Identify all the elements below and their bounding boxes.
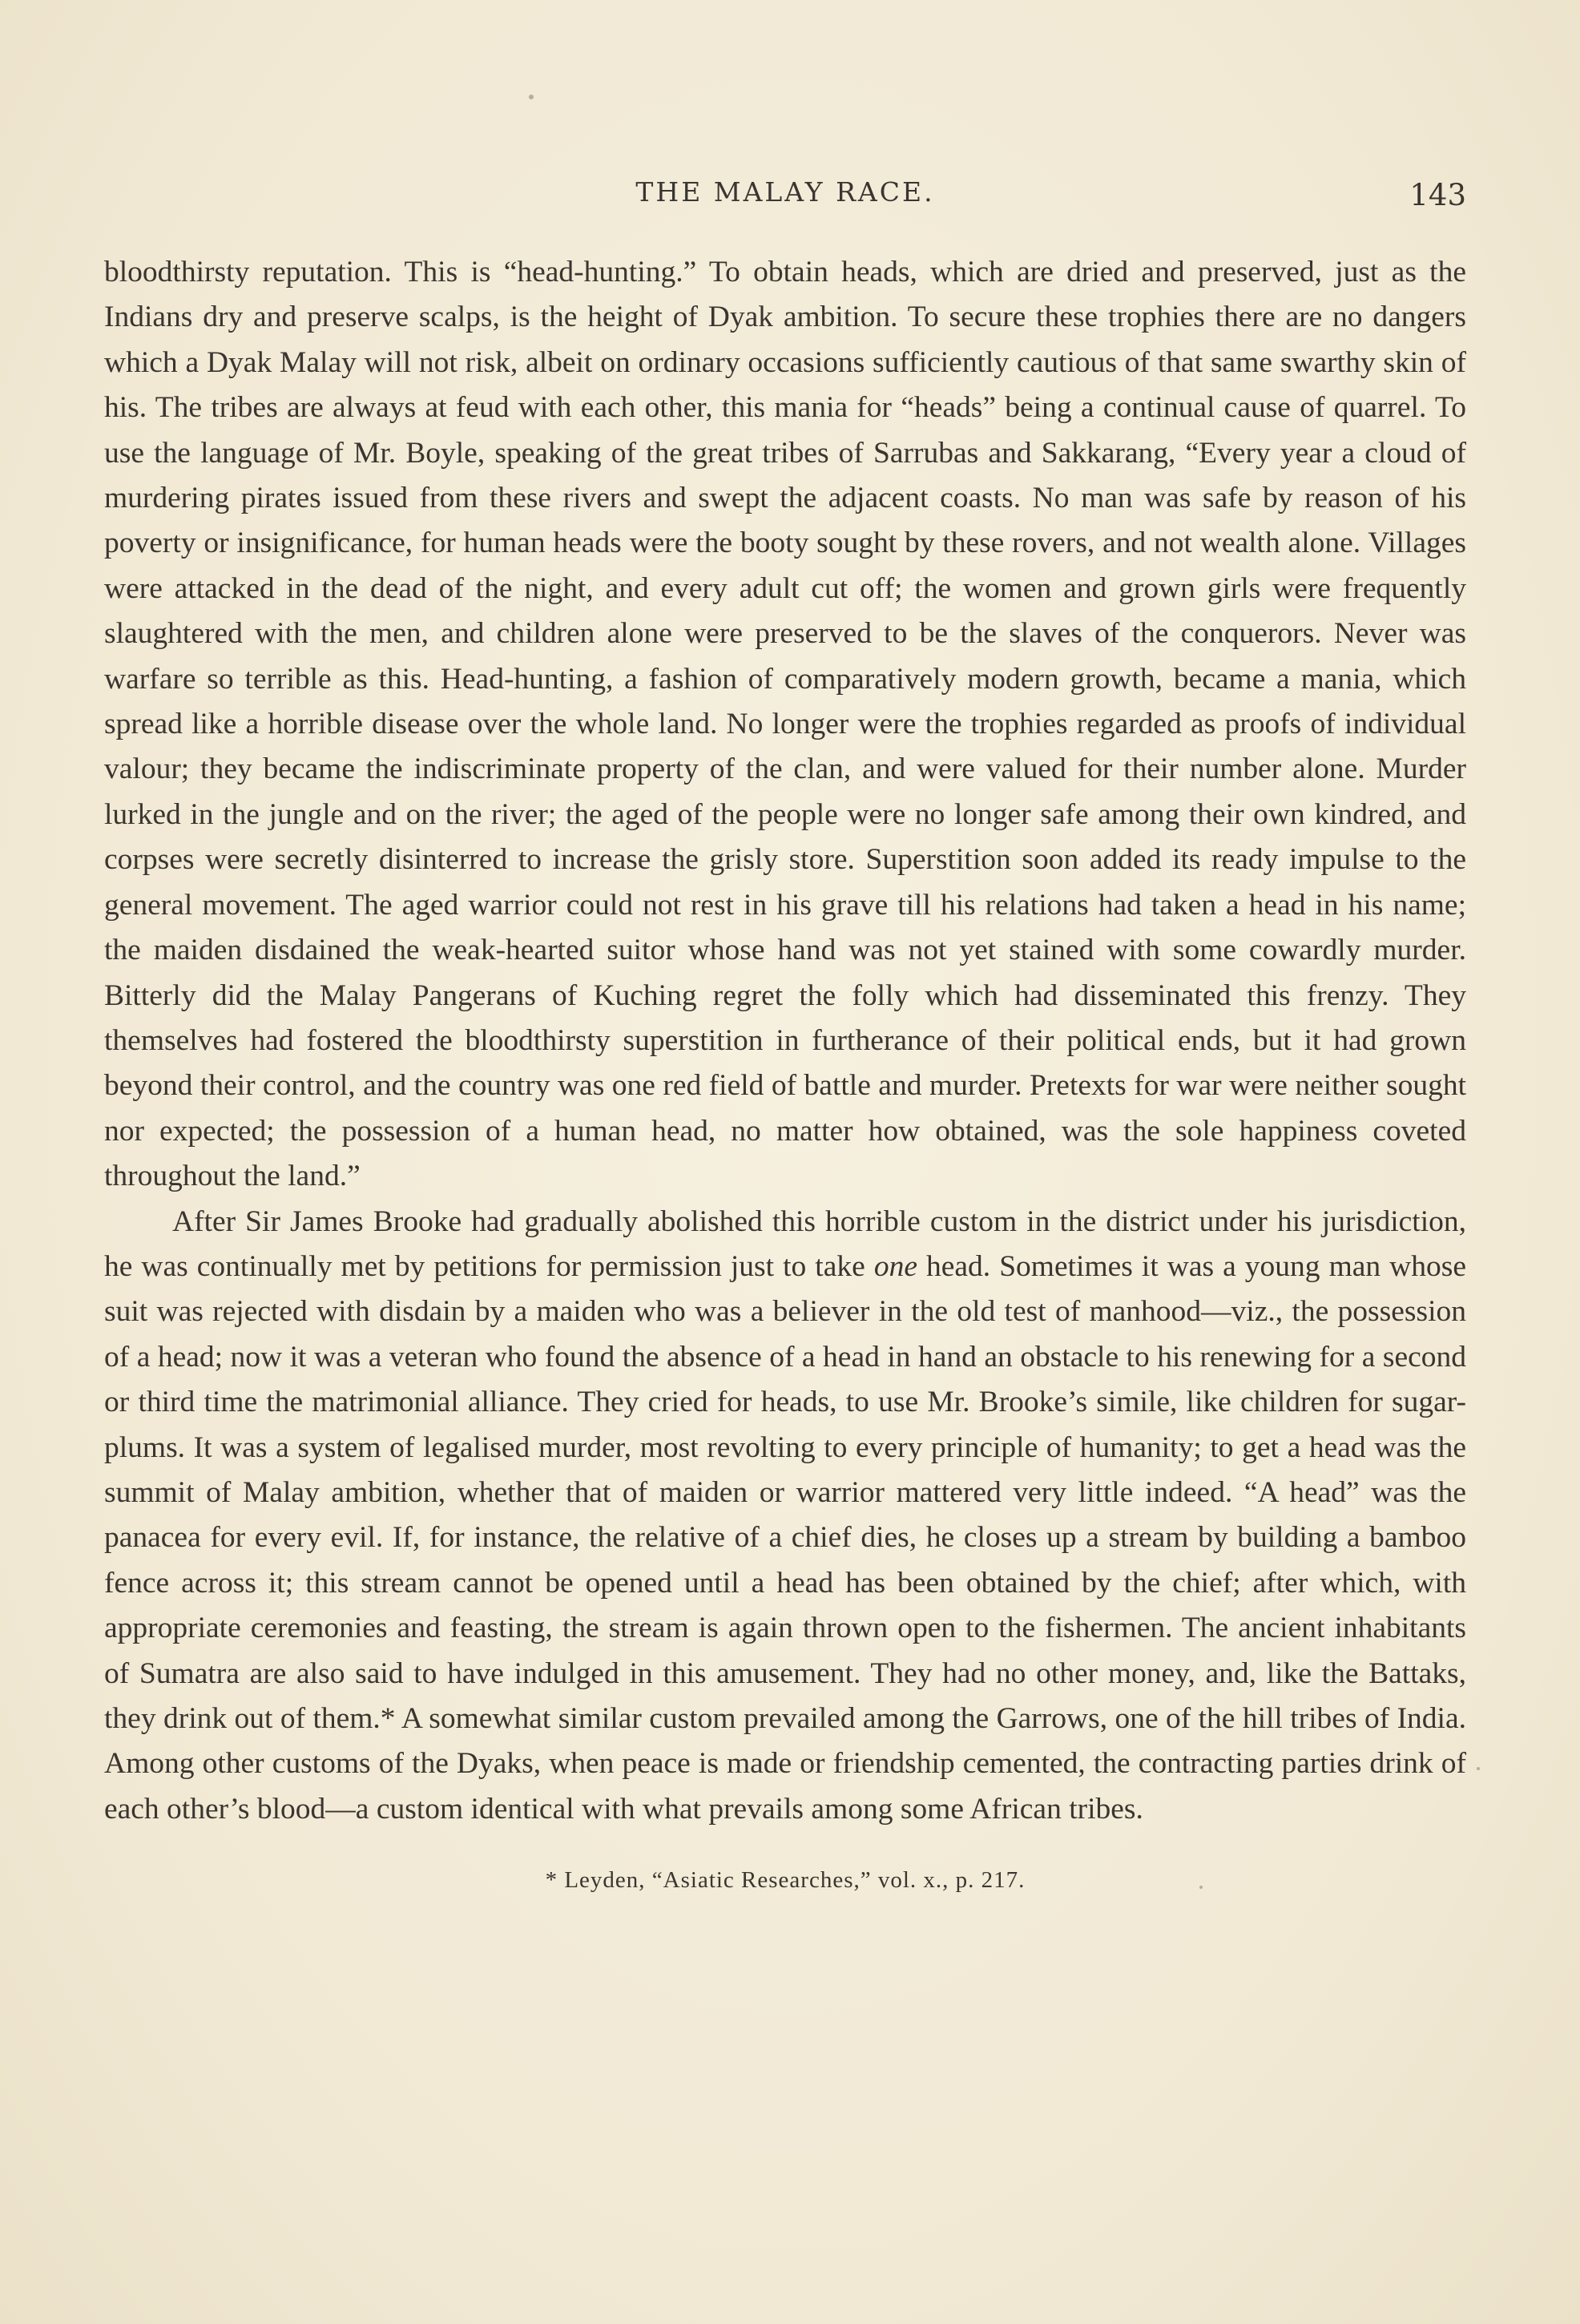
paragraph: bloodthirsty reputation. This is “head-hunting.” To obtain heads, which are dried and preserved, just as the Indians dry and preserve scalps, is the height of Dyak ambition. To secure these trophies there are no dangers which a Dyak Malay will not risk, albeit on ordinary occasions sufficiently cautious of that same swarthy skin of his. The tribes are always at feud with each other, this mania for “heads” being a continual cause of quarrel. To use the language of Mr. Boyle, speaking of the great tribes of Sarrubas and Sakkarang, “Every year a cloud of murdering pirates issued from these rivers and swept the adjacent coasts. No man was safe by reason of his poverty or insignificance, for human heads were the booty sought by these rovers, and not wealth alone. Villages were attacked in the dead of the night, and every adult cut off; the women and grown girls were frequently slaughtered with the men, and children alone were preserved to be the slaves of the conquerors. Never was warfare so terrible as this. Head-hunting, a fashion of comparatively modern growth, became a mania, which spread like a horrible disease over the whole land. No longer were the trophies regarded as proofs of individual valour; they became the indiscriminate property of the clan, and were valued for their number alone. Murder lurked in the jungle and on the river; the aged of the people were no longer safe among their own kindred, and corpses were secretly disinterred to increase the grisly store. Superstition soon added its ready impulse to the general movement. The aged warrior could not rest in his grave till his relations had taken a head in his name; the maiden disdained the weak-hearted suitor whose hand was not yet stained with some cowardly murder. Bitterly did the Malay Pangerans of Kuching regret the folly which had disseminated this frenzy. They themselves had fostered the bloodthirsty superstition in furtherance of their political ends, but it had grown beyond their control, and the country was one red field of battle and murder. Pretexts for war were neither sought nor expected; the possession of a human head, no matter how obtained, was the sole happiness coveted throughout the land.” [104, 256, 1466, 1193]
paragraph [104, 1200, 1466, 1833]
paper-speck [529, 95, 534, 99]
page-number: 143 [1409, 178, 1466, 212]
paragraph-text: After Sir James Brooke had gradually abolished this horrible custom in the district under his jurisdiction, he was continually met by petitions for permission just to take [104, 1204, 1466, 1283]
footnote: * Leyden, “Asiatic Researches,” vol. x., p. 217. [545, 1867, 1026, 1893]
italic-word: one [873, 1249, 917, 1283]
running-title: THE MALAY RACE. [635, 176, 935, 208]
paragraph-text: head. Sometimes it was a young man whose suit was rejected with disdain by a maiden who was a believer in the old test of manhood—viz., the possession of a head; now it was a veteran who found the absence of a head in hand an obstacle to his renewing for a second or third time the matrimonial alliance. They cried for heads, to use Mr. Brooke’s simile, like children for sugar-plums. It was a system of legalised murder, most revolting to every principle of humanity; to get a head was the summit of Malay ambition, whether that of maiden or warrior mattered very little indeed. “A head” was the panacea for every evil. If, for instance, the relative of a chief dies, he closes up a stream by building a bamboo fence across it; this stream cannot be opened until a head has been obtained by the chief; after which, with appropriate ceremonies and feasting, the stream is again thrown open to the fishermen. The ancient inhabitants of Sumatra are also said to have indulged in this amusement. They had no other money, and, like the Battaks, they drink out of them.* A somewhat similar custom prevailed among the Garrows, one of the hill tribes of India. Among other customs of the Dyaks, when peace is made or friendship cemented, the contracting parties drink of each other’s blood—a custom identical with what prevails among some African tribes. [104, 1249, 1466, 1826]
body-text [104, 250, 1466, 1832]
paper-speck [1477, 1767, 1480, 1770]
page-header [104, 168, 1466, 216]
